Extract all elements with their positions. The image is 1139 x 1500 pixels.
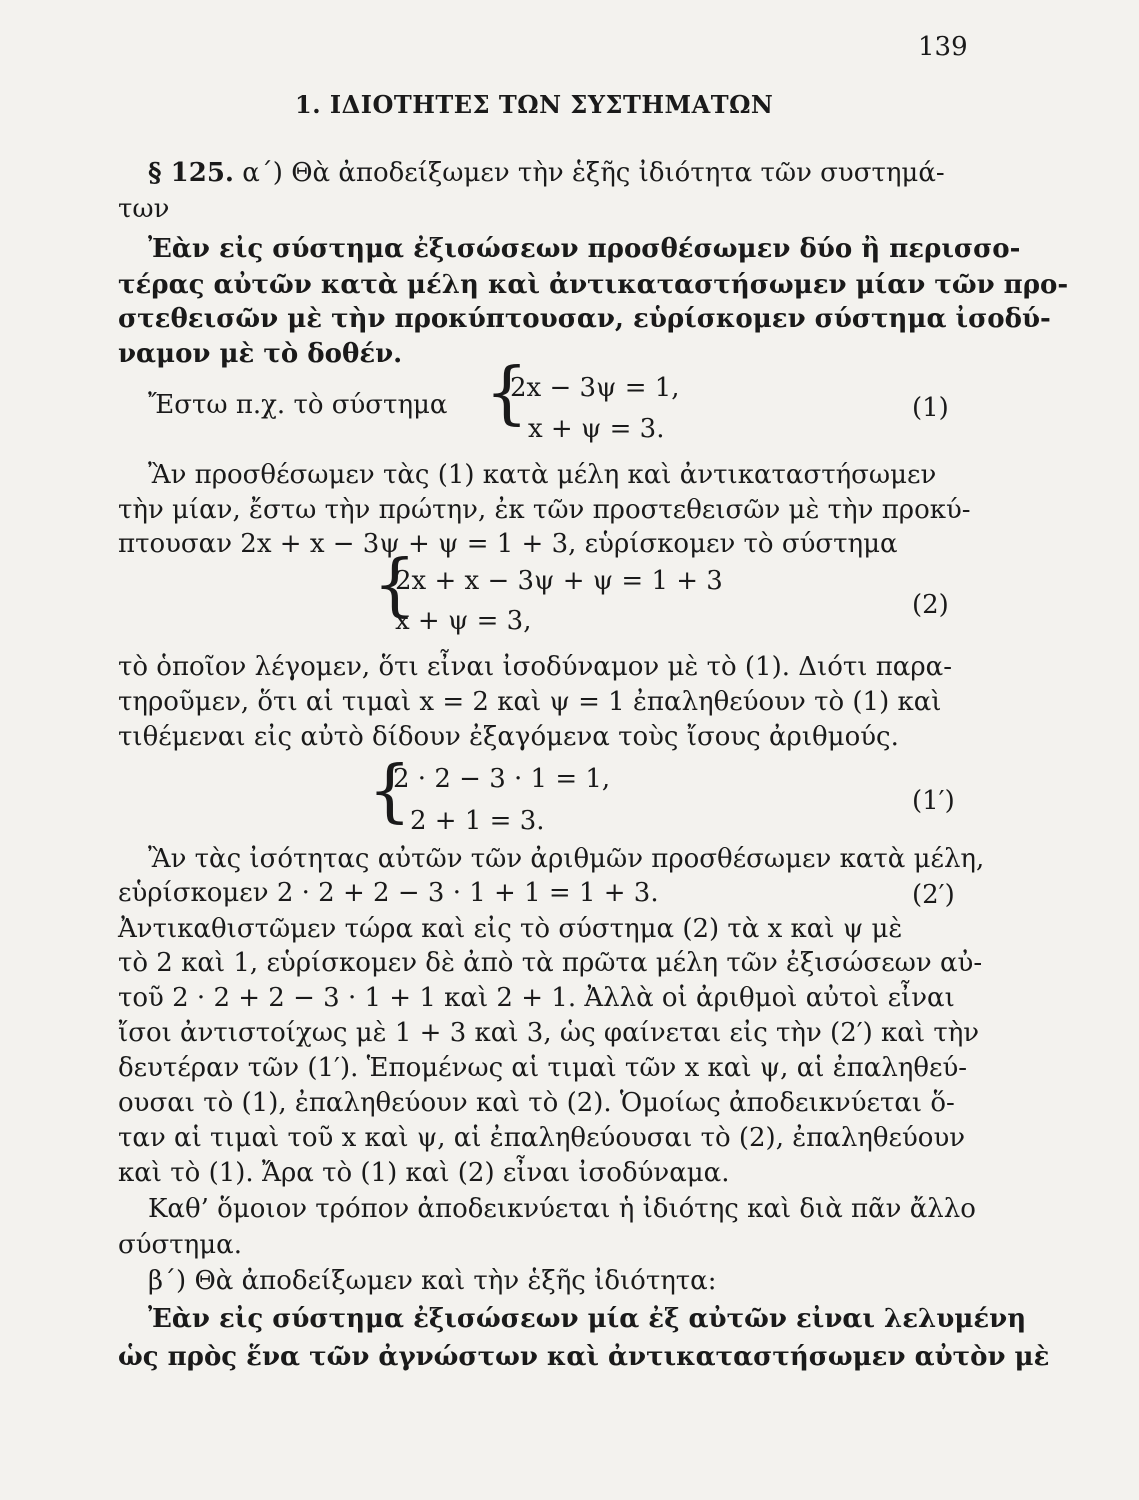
section-number: § 125. [148,158,234,188]
section-intro-text: α΄) Θὰ ἀποδείξωμεν τὴν ἑξῆς ἰδιότητα τῶν συστημά- [242,158,945,188]
para7: β΄) Θὰ ἀποδείξωμεν καὶ τὴν ἑξῆς ἰδιότητα: [148,1266,717,1296]
equation-2p-label: (2′) [912,880,955,910]
para2-line-1: Ἂν προσθέσωμεν τὰς (1) κατὰ μέλη καὶ ἀντικαταστήσωμεν [148,460,937,490]
system1-intro: Ἔστω π.χ. τὸ σύστημα [148,390,448,420]
theorem1-line-1: Ἐὰν εἰς σύστημα ἐξισώσεων προσθέσωμεν δύο ἢ περισσο- [148,234,1021,264]
system2-eq1: 2x + x − 3ψ + ψ = 1 + 3 [395,566,723,596]
para5-line-3: τοῦ 2 · 2 + 2 − 3 · 1 + 1 καὶ 2 + 1. Ἀλλὰ οἱ ἀριθμοὶ αὐτοὶ εἶναι [118,983,955,1013]
para3-line-1: τὸ ὁποῖον λέγομεν, ὅτι εἶναι ἰσοδύναμον μὲ τὸ (1). Διότι παρα- [118,652,952,682]
para2-line-3: πτουσαν 2x + x − 3ψ + ψ = 1 + 3, εὑρίσκομεν τὸ σύστημα [118,529,898,559]
system1-brace: { [485,354,529,433]
para5-line-1: Ἀντικαθιστῶμεν τώρα καὶ εἰς τὸ σύστημα (2) τὰ x καὶ ψ μὲ [118,914,903,944]
para5-line-5: δευτέραν τῶν (1′). Ἑπομένως αἱ τιμαὶ τῶν x καὶ ψ, αἱ ἐπαληθεύ- [118,1053,968,1083]
theorem1-line-2: τέρας αὐτῶν κατὰ μέλη καὶ ἀντικαταστήσωμεν μίαν τῶν προ- [118,270,1069,300]
para3-line-3: τιθέμεναι εἰς αὐτὸ δίδουν ἐξαγόμενα τοὺς ἴσους ἀριθμούς. [118,722,899,752]
para6-line-1: Καθ’ ὅμοιον τρόπον ἀποδεικνύεται ἡ ἰδιότης καὶ διὰ πᾶν ἄλλο [148,1194,976,1224]
section-intro-end: των [118,194,170,224]
para5-line-7: ταν αἱ τιμαὶ τοῦ x καὶ ψ, αἱ ἐπαληθεύουσαι τὸ (2), ἐπαληθεύουν [118,1123,966,1153]
para2-line-2: τὴν μίαν, ἔστω τὴν πρώτην, ἐκ τῶν προστεθεισῶν μὲ τὴν προκύ- [118,495,971,525]
theorem2-line-2: ὡς πρὸς ἕνα τῶν ἀγνώστων καὶ ἀντικαταστήσωμεν αὐτὸν μὲ [118,1342,1050,1372]
system2-eq2: x + ψ = 3, [395,606,532,636]
system1-eq2: x + ψ = 3. [528,414,665,444]
para5-line-8: καὶ τὸ (1). Ἄρα τὸ (1) καὶ (2) εἶναι ἰσοδύναμα. [118,1158,730,1188]
system2-label: (2) [912,590,949,620]
para3-line-2: τηροῦμεν, ὅτι αἱ τιμαὶ x = 2 καὶ ψ = 1 ἐπαληθεύουν τὸ (1) καὶ [118,687,942,717]
system1p-label: (1′) [912,786,955,816]
system1-label: (1) [912,393,949,423]
theorem1-line-3: στεθεισῶν μὲ τὴν προκύπτουσαν, εὑρίσκομεν σύστημα ἰσοδύ- [118,304,1051,334]
para5-line-2: τὸ 2 καὶ 1, εὑρίσκομεν δὲ ἀπὸ τὰ πρῶτα μέλη τῶν ἐξισώσεων αὐ- [118,948,983,978]
para5-line-6: ουσαι τὸ (1), ἐπαληθεύουν καὶ τὸ (2). Ὁμοίως ἀποδεικνύεται ὅ- [118,1088,955,1118]
system1p-eq2: 2 + 1 = 3. [410,806,545,836]
para4-line-1: Ἂν τὰς ἰσότητας αὐτῶν τῶν ἀριθμῶν προσθέσωμεν κατὰ μέλη, [148,844,985,874]
para5-line-4: ἴσοι ἀντιστοίχως μὲ 1 + 3 καὶ 3, ὡς φαίνεται εἰς τὴν (2′) καὶ τὴν [118,1018,980,1048]
system1-eq1: 2x − 3ψ = 1, [510,373,680,403]
page-number: 139 [918,32,968,62]
para6-line-2: σύστημα. [118,1230,242,1260]
theorem2-line-1: Ἐὰν εἰς σύστημα ἐξισώσεων μία ἐξ αὐτῶν εἰναι λελυμένη [148,1304,1027,1334]
system2-brace: { [373,546,417,625]
system1p-eq1: 2 · 2 − 3 · 1 = 1, [393,764,611,794]
system1p-brace: { [368,752,412,831]
para4-line-2: εὑρίσκομεν 2 · 2 + 2 − 3 · 1 + 1 = 1 + 3. [118,878,659,908]
chapter-heading: 1. ΙΔΙΟΤΗΤΕΣ ΤΩΝ ΣΥΣΤΗΜΑΤΩΝ [295,90,774,119]
section-intro [148,160,945,186]
theorem1-line-4: ναμον μὲ τὸ δοθέν. [118,339,403,369]
